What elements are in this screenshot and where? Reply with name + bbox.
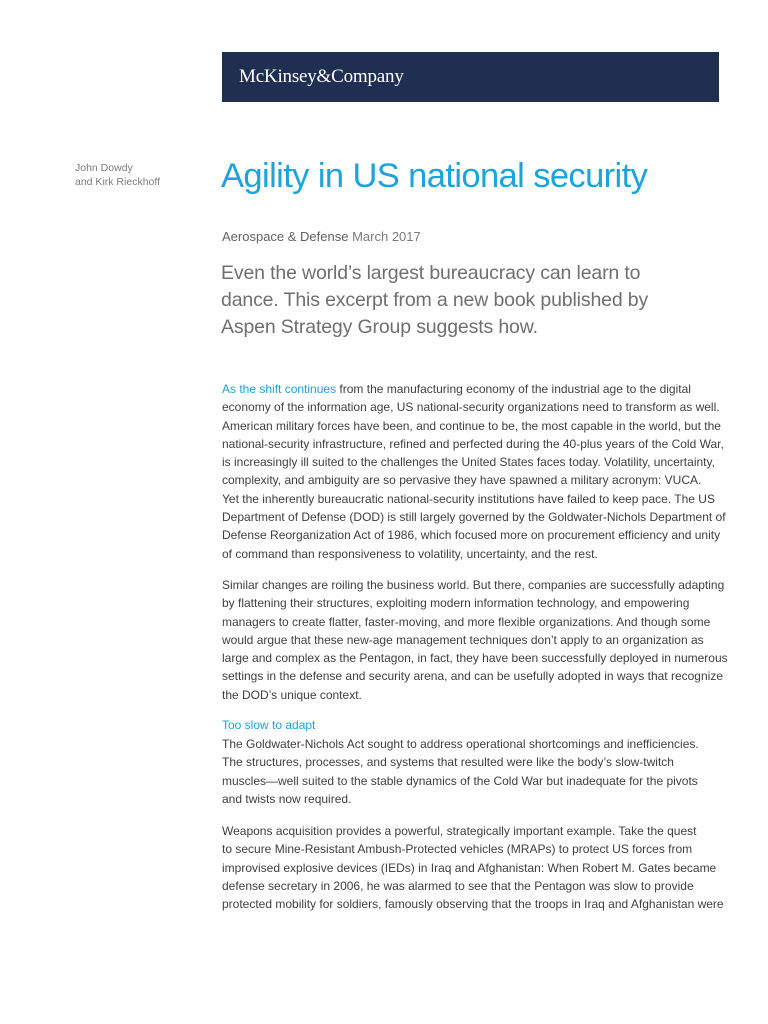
- deck-line: Aspen Strategy Group suggests how.: [221, 316, 538, 338]
- author-byline: [75, 161, 160, 189]
- article-date: March 2017: [352, 229, 421, 244]
- paragraph-3: [222, 735, 722, 808]
- paragraph-line: Defense Reorganization Act of 1986, which focused more on procurement efficiency and unity: [222, 528, 721, 543]
- paragraph-line: the DOD’s unique context.: [222, 687, 362, 702]
- paragraph-2: [222, 576, 728, 704]
- brand-header-bar: [222, 52, 719, 102]
- paragraph-line: American military forces have been, and continue to be, the most capable in the world, but the: [222, 418, 721, 433]
- paragraph-line: large and complex as the Pentagon, in fact, they have been successfully deployed in numerous: [222, 651, 728, 666]
- section-subhead: Too slow to adapt: [222, 718, 316, 732]
- article-deck: [221, 260, 721, 341]
- article-title: Agility in US national security: [221, 157, 648, 195]
- paragraph-line: improvised explosive devices (IEDs) in Iraq and Afghanistan: When Robert M. Gates became: [222, 860, 717, 875]
- brand-logo-text: McKinsey&Company: [239, 66, 404, 87]
- paragraph-line: by flattening their structures, exploiting modern information technology, and empowering: [222, 596, 690, 611]
- deck-line: Even the world’s largest bureaucracy can learn to: [221, 262, 641, 284]
- paragraph-line: complexity, and ambiguity are so pervasive they have spawned a military acronym: VUCA.: [222, 473, 702, 488]
- author-line: and Kirk Rieckhoff: [75, 176, 161, 188]
- paragraph-line: Similar changes are roiling the business world. But there, companies are successfully adapting: [222, 578, 725, 592]
- paragraph-line: settings in the defense and security arena, and can be usefully adopted in ways that recognize: [222, 669, 723, 684]
- paragraph-line: would argue that these new-age management techniques don’t apply to an organization as: [222, 632, 704, 647]
- paragraph-line: managers to create flatter, faster-moving, and more flexible organizations. And though some: [222, 614, 711, 629]
- article-meta: [222, 229, 421, 244]
- paragraph-line: of command than responsiveness to volatility, uncertainty, and the rest.: [222, 546, 598, 561]
- paragraph-line: Weapons acquisition provides a powerful, strategically important example. Take the quest: [222, 824, 697, 838]
- deck-line: dance. This excerpt from a new book published by: [221, 289, 649, 311]
- paragraph-line: muscles—well suited to the stable dynamics of the Cold War but inadequate for the pivots: [222, 773, 698, 788]
- paragraph-line: The structures, processes, and systems that resulted were like the body’s slow-twitch: [222, 755, 674, 770]
- paragraph-text: from the manufacturing economy of the industrial age to the digital: [336, 382, 691, 396]
- paragraph-line: Yet the inherently bureaucratic national-security institutions have failed to keep pace. The US: [222, 491, 715, 506]
- paragraph-line: and twists now required.: [222, 791, 352, 806]
- paragraph-line: Department of Defense (DOD) is still largely governed by the Goldwater-Nichols Department of: [222, 510, 726, 525]
- paragraph-line: to secure Mine-Resistant Ambush-Protected vehicles (MRAPs) to protect US forces from: [222, 842, 693, 857]
- article-category: Aerospace & Defense: [222, 229, 349, 244]
- paragraph-line: national-security infrastructure, refined and perfected during the 40-plus years of the Cold War,: [222, 436, 724, 451]
- paragraph-line: [222, 380, 722, 398]
- lead-in-text: As the shift continues: [222, 382, 337, 396]
- paragraph-1: [222, 380, 726, 563]
- paragraph-line: protected mobility for soldiers, famously observing that the troops in Iraq and Afghanistan were: [222, 897, 724, 912]
- paragraph-line: The Goldwater-Nichols Act sought to address operational shortcomings and inefficiencies.: [222, 737, 699, 751]
- paragraph-line: is increasingly ill suited to the challenges the United States faces today. Volatility, uncertainty,: [222, 455, 715, 470]
- paragraph-line: defense secretary in 2006, he was alarmed to see that the Pentagon was slow to provide: [222, 878, 694, 893]
- author-line: John Dowdy: [75, 162, 133, 174]
- paragraph-4: [222, 822, 722, 913]
- paragraph-line: economy of the information age, US national-security organizations need to transform as well.: [222, 400, 720, 415]
